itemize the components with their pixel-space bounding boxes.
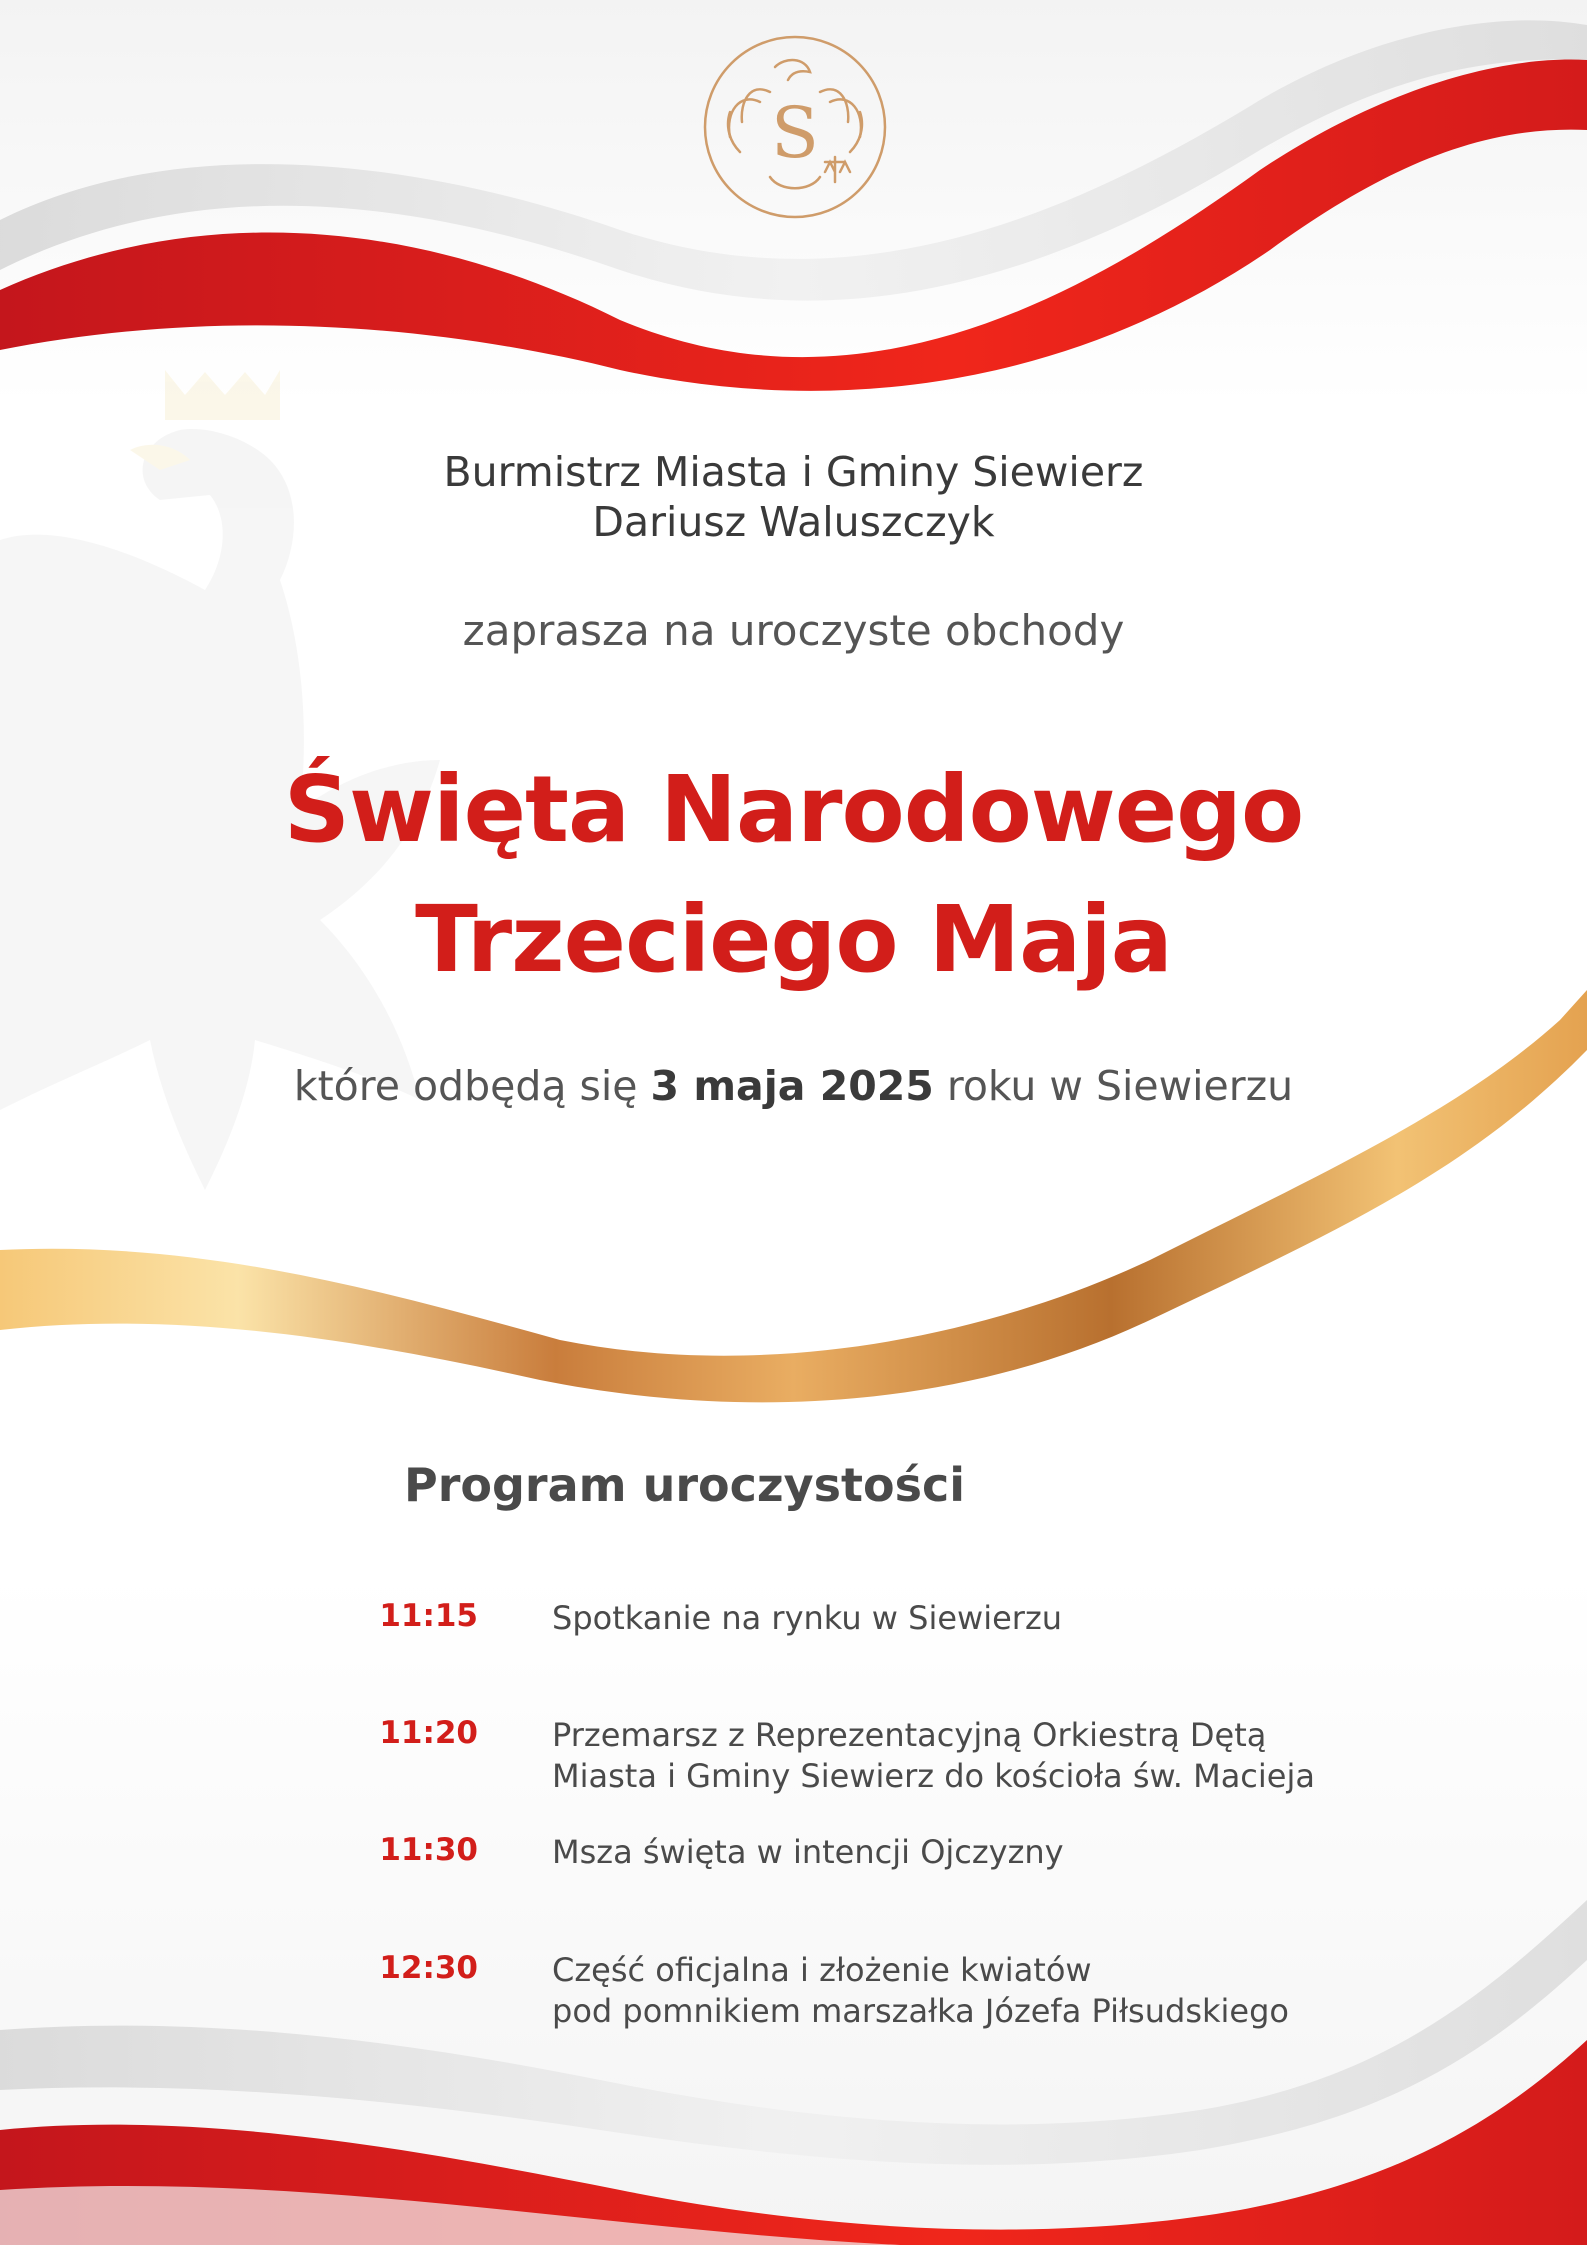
program-description	[552, 1598, 1452, 1639]
program-description-line: pod pomnikiem marszałka Józefa Piłsudskiego	[552, 1992, 1289, 2030]
program-description	[552, 1715, 1452, 1797]
program-time: 11:15	[379, 1598, 478, 1634]
program-description-line: Spotkanie na rynku w Siewierzu	[552, 1599, 1063, 1637]
date-line	[0, 1062, 1587, 1110]
bottom-silver-ribbon	[0, 1900, 1587, 2165]
program-description-line: Miasta i Gminy Siewierz do kościoła św. Macieja	[552, 1757, 1315, 1795]
invite-text: zaprasza na uroczyste obchody	[462, 606, 1125, 655]
inviter-block	[0, 447, 1587, 547]
program-description	[552, 1950, 1452, 2032]
date-line-after: roku w Siewierzu	[946, 1062, 1294, 1110]
program-description-line: Msza święta w intencji Ojczyzny	[552, 1833, 1064, 1871]
inviter-name: Dariusz Waluszczyk	[592, 498, 995, 546]
program-time: 12:30	[379, 1950, 478, 1986]
event-title	[0, 745, 1587, 1005]
event-date: 3 maja 2025	[650, 1062, 934, 1110]
program-time: 11:30	[379, 1832, 478, 1868]
eagle-s-emblem-icon	[700, 32, 890, 222]
event-title-line1: Święta Narodowego	[283, 756, 1304, 863]
inviter-title: Burmistrz Miasta i Gminy Siewierz	[443, 448, 1144, 496]
program-heading: Program uroczystości	[404, 1458, 966, 1512]
program-time: 11:20	[379, 1715, 478, 1751]
program-description-line: Część oficjalna i złożenie kwiatów	[552, 1951, 1092, 1989]
program-description	[552, 1832, 1452, 1873]
program-description-line: Przemarsz z Reprezentacyjną Orkiestrą Dętą	[552, 1716, 1267, 1754]
event-title-line2: Trzeciego Maja	[415, 886, 1172, 993]
date-line-before: które odbędą się	[293, 1062, 638, 1110]
svg-text:S: S	[771, 92, 819, 174]
